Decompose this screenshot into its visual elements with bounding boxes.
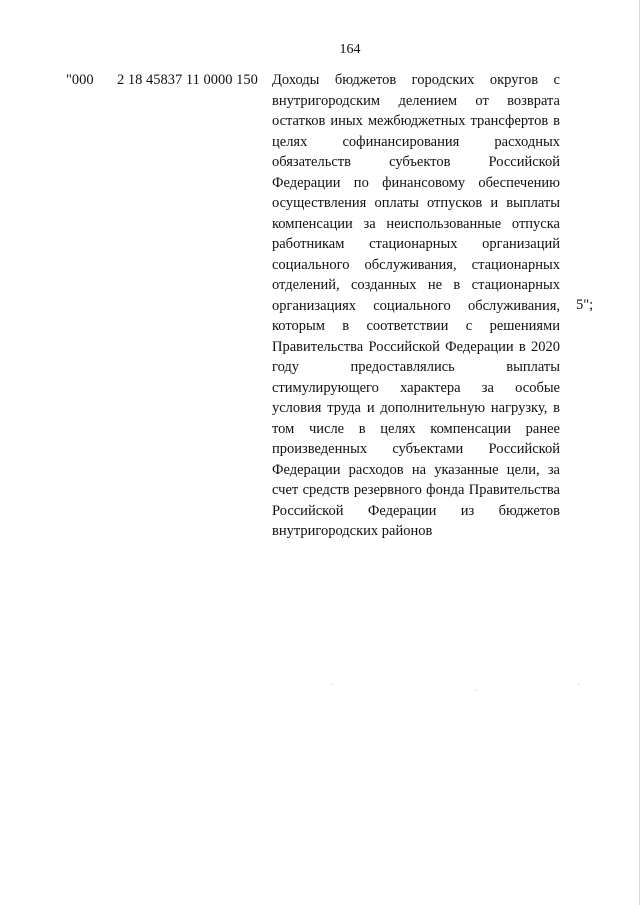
row-code: "000 xyxy=(66,72,94,88)
scan-speck xyxy=(332,684,333,685)
scan-speck xyxy=(578,684,579,685)
revenue-description: Доходы бюджетов городских округов с внутригородским делением от возврата остатков иных межбюджетных трансфертов в целях софинансирования расходных обязательств субъектов Российской Федерации по финансовому обеспечению осуществления оплаты отпусков и выплаты компенсации за неиспользованные отпуска работникам стационарных организаций социального обслуживания, стационарных отделений, созданных не в стационарных организациях социального обслуживания, которым в соответствии с решениями Правительства Российской Федерации в 2020 году предоставлялись выплаты стимулирующего характера за особые условия труда и дополнительную нагрузку, в том числе в целях компенсации ранее произведенных субъектами Российской Федерации расходов на указанные цели, за счет средств резервного фонда Правительства Российской Федерации из бюджетов внутригородских районов xyxy=(272,72,560,539)
row-amount: 5"; xyxy=(576,297,594,313)
page-number: 164 xyxy=(339,42,361,57)
budget-classification-code: 2 18 45837 11 0000 150 xyxy=(117,72,258,88)
table-row xyxy=(0,70,640,540)
scan-speck xyxy=(476,690,477,691)
